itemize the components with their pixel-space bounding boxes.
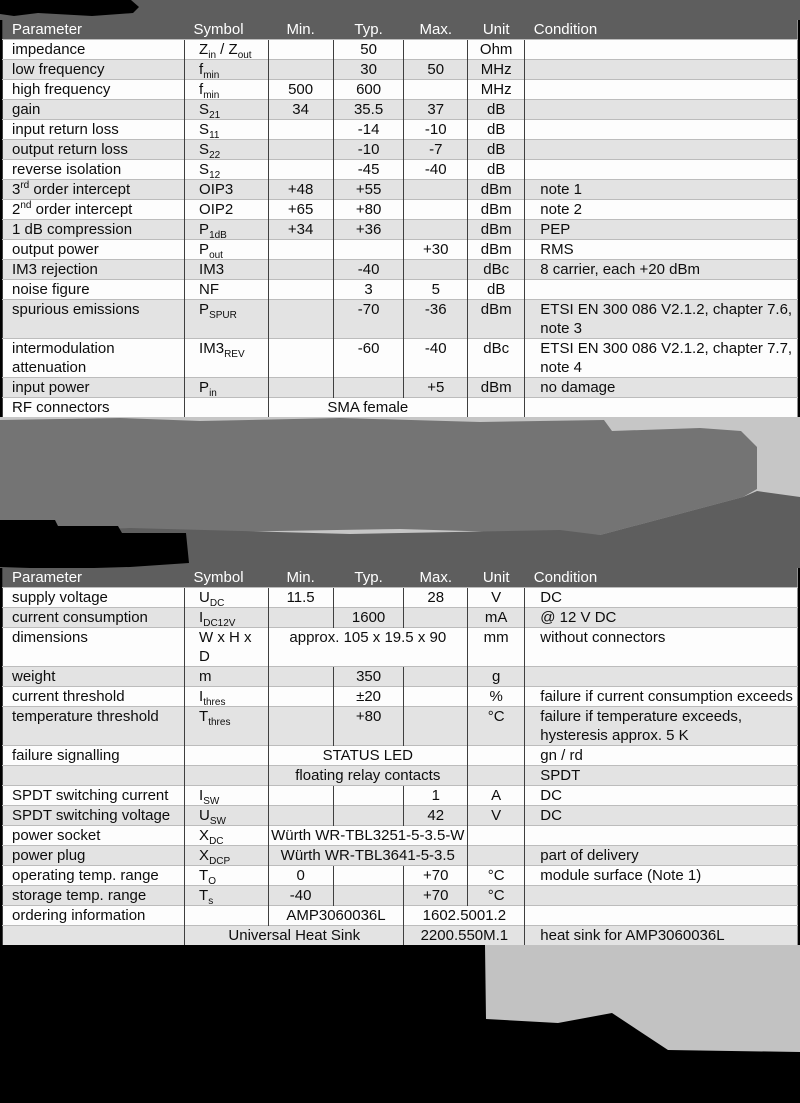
cell: SPDT switching current (3, 786, 185, 806)
cell: 500 (268, 80, 333, 100)
cell: dimensions (3, 628, 185, 667)
table-row (3, 220, 798, 240)
column-header: Parameter (3, 568, 185, 588)
cell (404, 180, 468, 200)
cell: $U_{DC}$ (185, 588, 268, 608)
cell (185, 906, 268, 926)
table-row (3, 160, 798, 180)
cell: note 2 (525, 200, 798, 220)
cell (468, 398, 525, 418)
cell: -40 (333, 260, 404, 280)
cell: Würth WR-TBL3641-5-3.5 (268, 846, 468, 866)
cell: g (468, 667, 525, 687)
cell: dB (468, 100, 525, 120)
redacted-section-title (0, 0, 145, 17)
cell (3, 926, 185, 946)
table-row (3, 120, 798, 140)
table-row (3, 280, 798, 300)
cell (268, 260, 333, 280)
cell: output return loss (3, 140, 185, 160)
cell: +80 (333, 707, 404, 746)
cell: $P_{SPUR}$ (185, 300, 268, 339)
cell (525, 120, 798, 140)
cell: dBm (468, 180, 525, 200)
cell (525, 826, 798, 846)
cell: +55 (333, 180, 404, 200)
cell: +30 (404, 240, 468, 260)
cell: operating temp. range (3, 866, 185, 886)
cell: AMP3060036L (268, 906, 404, 926)
column-header: Parameter (3, 20, 185, 40)
cell: storage temp. range (3, 886, 185, 906)
cell (268, 60, 333, 80)
redacted-paragraph-region (0, 417, 800, 568)
cell: power plug (3, 846, 185, 866)
cell: $I_{SW}$ (185, 786, 268, 806)
cell: $P_{out}$ (185, 240, 268, 260)
cell (468, 766, 525, 786)
cell: 3rd order intercept (3, 180, 185, 200)
cell: Würth WR-TBL3251-5-3.5-W (268, 826, 468, 846)
cell: input power (3, 378, 185, 398)
cell: $P_{in}$ (185, 378, 268, 398)
column-header: Max. (404, 20, 468, 40)
cell: SMA female (268, 398, 468, 418)
cell: dB (468, 140, 525, 160)
cell: W x H x D (185, 628, 268, 667)
cell: approx. 105 x 19.5 x 90 (268, 628, 468, 667)
cell (3, 766, 185, 786)
cell: failure if temperature exceeds, hysteresis approx. 5 K (525, 707, 798, 746)
cell: RMS (525, 240, 798, 260)
cell: dBm (468, 378, 525, 398)
cell: 1602.5001.2 (404, 906, 525, 926)
cell: 350 (333, 667, 404, 687)
cell: 28 (404, 588, 468, 608)
cell: 50 (333, 40, 404, 60)
header-row (3, 20, 798, 40)
cell: -7 (404, 140, 468, 160)
column-header: Condition (525, 568, 798, 588)
cell: intermodulation attenuation (3, 339, 185, 378)
cell: ETSI EN 300 086 V2.1.2, chapter 7.7, note 4 (525, 339, 798, 378)
cell (268, 300, 333, 339)
cell: RF connectors (3, 398, 185, 418)
column-header: Typ. (333, 20, 404, 40)
cell: +80 (333, 200, 404, 220)
cell: dBm (468, 300, 525, 339)
table-row (3, 588, 798, 608)
cell (268, 120, 333, 140)
cell: 11.5 (268, 588, 333, 608)
cell: -60 (333, 339, 404, 378)
cell (333, 886, 404, 906)
cell (404, 707, 468, 746)
cell: -40 (268, 886, 333, 906)
cell (268, 40, 333, 60)
cell: current consumption (3, 608, 185, 628)
table-row (3, 608, 798, 628)
cell (268, 240, 333, 260)
table-row (3, 300, 798, 339)
cell: low frequency (3, 60, 185, 80)
cell: 1 dB compression (3, 220, 185, 240)
cell: -36 (404, 300, 468, 339)
table-row (3, 746, 798, 766)
cell (268, 339, 333, 378)
table-row (3, 628, 798, 667)
cell: failure signalling (3, 746, 185, 766)
cell: no damage (525, 378, 798, 398)
cell: DC (525, 806, 798, 826)
cell: dB (468, 120, 525, 140)
cell: ETSI EN 300 086 V2.1.2, chapter 7.6, note 3 (525, 300, 798, 339)
cell (268, 707, 333, 746)
cell: +48 (268, 180, 333, 200)
rf-spec-table (2, 20, 798, 417)
cell: Universal Heat Sink (185, 926, 404, 946)
paper-background-fragment (0, 945, 800, 1103)
cell: failure if current consumption exceeds (525, 687, 798, 707)
cell: dBm (468, 220, 525, 240)
cell (468, 746, 525, 766)
cell: 42 (404, 806, 468, 826)
cell: -70 (333, 300, 404, 339)
cell (185, 746, 268, 766)
table-row (3, 826, 798, 846)
cell: 34 (268, 100, 333, 120)
cell: input return loss (3, 120, 185, 140)
table-row (3, 866, 798, 886)
cell (333, 806, 404, 826)
cell: MHz (468, 60, 525, 80)
cell: $I_{thres}$ (185, 687, 268, 707)
table-row (3, 926, 798, 946)
cell: -10 (404, 120, 468, 140)
cell (525, 80, 798, 100)
cell: V (468, 588, 525, 608)
table-row (3, 40, 798, 60)
cell (333, 786, 404, 806)
cell: DC (525, 786, 798, 806)
table-row (3, 80, 798, 100)
cell (268, 160, 333, 180)
cell: $U_{SW}$ (185, 806, 268, 826)
cell (404, 687, 468, 707)
column-header: Symbol (185, 20, 268, 40)
table-row (3, 906, 798, 926)
cell: +70 (404, 886, 468, 906)
cell (525, 280, 798, 300)
table-row (3, 100, 798, 120)
cell: @ 12 V DC (525, 608, 798, 628)
cell: -40 (404, 339, 468, 378)
cell: $X_{DC}$ (185, 826, 268, 846)
cell: 50 (404, 60, 468, 80)
cell: 1 (404, 786, 468, 806)
cell: MHz (468, 80, 525, 100)
table-row (3, 240, 798, 260)
table-row (3, 687, 798, 707)
cell: weight (3, 667, 185, 687)
cell (268, 378, 333, 398)
cell: $f_{min}$ (185, 80, 268, 100)
cell: +65 (268, 200, 333, 220)
cell: IM3 (185, 260, 268, 280)
cell (333, 866, 404, 886)
cell (404, 200, 468, 220)
cell (333, 240, 404, 260)
cell: °C (468, 886, 525, 906)
table-row (3, 398, 798, 418)
cell (404, 40, 468, 60)
cell (404, 667, 468, 687)
cell: mm (468, 628, 525, 667)
cell (185, 398, 268, 418)
cell: A (468, 786, 525, 806)
table-row (3, 60, 798, 80)
cell: output power (3, 240, 185, 260)
cell: $Z_{in} / Z_{out}$ (185, 40, 268, 60)
cell: V (468, 806, 525, 826)
cell: 30 (333, 60, 404, 80)
cell: heat sink for AMP3060036L (525, 926, 798, 946)
cell: PEP (525, 220, 798, 240)
table-row (3, 140, 798, 160)
cell: dB (468, 160, 525, 180)
cell: $S_{22}$ (185, 140, 268, 160)
cell: dB (468, 280, 525, 300)
cell (525, 60, 798, 80)
cell (525, 160, 798, 180)
cell: dBm (468, 240, 525, 260)
cell: OIP3 (185, 180, 268, 200)
cell: $S_{11}$ (185, 120, 268, 140)
cell: floating relay contacts (268, 766, 468, 786)
header-row (3, 568, 798, 588)
table-row (3, 806, 798, 826)
redacted-footer-region (0, 945, 800, 1103)
cell: -45 (333, 160, 404, 180)
cell: current threshold (3, 687, 185, 707)
cell: dBc (468, 260, 525, 280)
cell: note 1 (525, 180, 798, 200)
cell (525, 100, 798, 120)
cell (525, 40, 798, 60)
cell (268, 687, 333, 707)
column-header: Unit (468, 20, 525, 40)
cell (525, 667, 798, 687)
cell (333, 588, 404, 608)
cell: 2nd order intercept (3, 200, 185, 220)
cell: 5 (404, 280, 468, 300)
cell: SPDT (525, 766, 798, 786)
cell (525, 140, 798, 160)
cell: SPDT switching voltage (3, 806, 185, 826)
cell: -40 (404, 160, 468, 180)
cell: $S_{12}$ (185, 160, 268, 180)
cell: +34 (268, 220, 333, 240)
cell: -10 (333, 140, 404, 160)
cell: OIP2 (185, 200, 268, 220)
cell: part of delivery (525, 846, 798, 866)
cell (268, 806, 333, 826)
cell: module surface (Note 1) (525, 866, 798, 886)
cell (333, 378, 404, 398)
cell: % (468, 687, 525, 707)
cell: $IM3_{REV}$ (185, 339, 268, 378)
cell (468, 826, 525, 846)
cell: 3 (333, 280, 404, 300)
cell: dBc (468, 339, 525, 378)
cell: high frequency (3, 80, 185, 100)
cell (404, 220, 468, 240)
cell: 37 (404, 100, 468, 120)
cell: gain (3, 100, 185, 120)
cell (268, 786, 333, 806)
table-row (3, 378, 798, 398)
cell: $S_{21}$ (185, 100, 268, 120)
cell (268, 140, 333, 160)
cell: °C (468, 866, 525, 886)
cell: temperature threshold (3, 707, 185, 746)
cell: without connectors (525, 628, 798, 667)
cell: +36 (333, 220, 404, 240)
column-header: Condition (525, 20, 798, 40)
table-row (3, 766, 798, 786)
cell: °C (468, 707, 525, 746)
column-header: Symbol (185, 568, 268, 588)
column-header: Min. (268, 20, 333, 40)
cell: +70 (404, 866, 468, 886)
cell (404, 608, 468, 628)
table-row (3, 260, 798, 280)
cell: dBm (468, 200, 525, 220)
cell (468, 846, 525, 866)
cell: impedance (3, 40, 185, 60)
cell (404, 80, 468, 100)
table-row (3, 667, 798, 687)
cell: reverse isolation (3, 160, 185, 180)
cell: mA (468, 608, 525, 628)
cell: ordering information (3, 906, 185, 926)
table-title-bar (0, 0, 800, 20)
cell: 35.5 (333, 100, 404, 120)
cell: supply voltage (3, 588, 185, 608)
cell (525, 398, 798, 418)
table-row (3, 180, 798, 200)
cell: $T_s$ (185, 886, 268, 906)
cell (525, 886, 798, 906)
cell: Ohm (468, 40, 525, 60)
cell: 2200.550M.1 (404, 926, 525, 946)
cell: m (185, 667, 268, 687)
table-row (3, 786, 798, 806)
cell (268, 667, 333, 687)
column-header: Min. (268, 568, 333, 588)
column-header: Unit (468, 568, 525, 588)
cell: noise figure (3, 280, 185, 300)
cell: -14 (333, 120, 404, 140)
cell (404, 260, 468, 280)
cell: $X_{DCP}$ (185, 846, 268, 866)
cell: 0 (268, 866, 333, 886)
cell (185, 766, 268, 786)
cell (525, 906, 798, 926)
cell: $T_O$ (185, 866, 268, 886)
cell: ±20 (333, 687, 404, 707)
general-spec-table (2, 568, 798, 945)
cell: $T_{thres}$ (185, 707, 268, 746)
table-row (3, 339, 798, 378)
table-row (3, 846, 798, 866)
cell: power socket (3, 826, 185, 846)
cell: IM3 rejection (3, 260, 185, 280)
cell: +5 (404, 378, 468, 398)
column-header: Max. (404, 568, 468, 588)
cell (268, 608, 333, 628)
cell: spurious emissions (3, 300, 185, 339)
cell: $f_{min}$ (185, 60, 268, 80)
table-row (3, 886, 798, 906)
table-row (3, 200, 798, 220)
cell: 600 (333, 80, 404, 100)
table-row (3, 707, 798, 746)
cell: STATUS LED (268, 746, 468, 766)
cell: DC (525, 588, 798, 608)
cell (268, 280, 333, 300)
cell: $P_{1dB}$ (185, 220, 268, 240)
cell: gn / rd (525, 746, 798, 766)
cell: 8 carrier, each +20 dBm (525, 260, 798, 280)
cell: 1600 (333, 608, 404, 628)
cell: $I_{DC12V}$ (185, 608, 268, 628)
column-header: Typ. (333, 568, 404, 588)
cell: NF (185, 280, 268, 300)
